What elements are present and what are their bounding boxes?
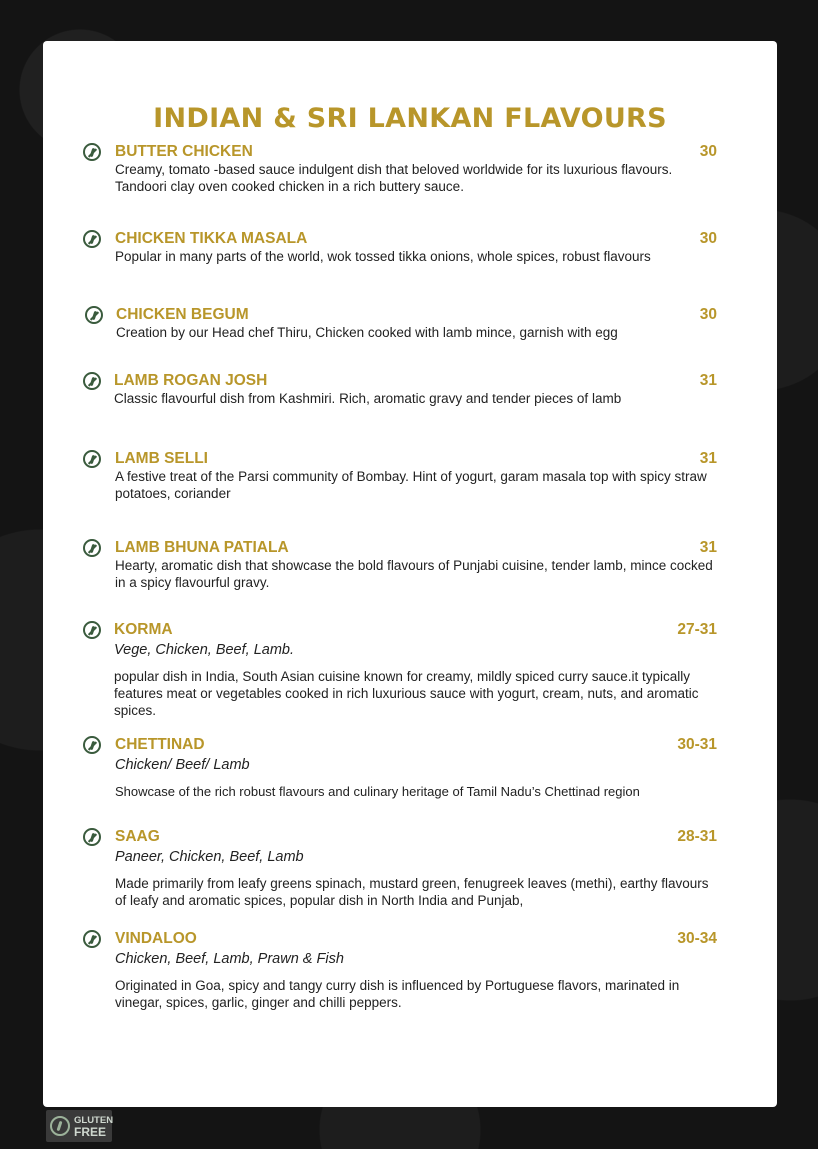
item-price: 30 bbox=[699, 230, 717, 247]
legend-line-1: GLUTEN bbox=[74, 1115, 114, 1126]
gluten-free-legend bbox=[46, 1110, 112, 1142]
item-name: LAMB BHUNA PATIALA bbox=[115, 539, 289, 556]
gluten-free-icon bbox=[83, 621, 101, 639]
item-name: VINDALOO bbox=[115, 930, 197, 947]
item-description: Popular in many parts of the world, wok tossed tikka onions, whole spices, robust flavours bbox=[115, 249, 651, 264]
legend-line-2: FREE bbox=[74, 1125, 107, 1139]
item-description: Creation by our Head chef Thiru, Chicken cooked with lamb mince, garnish with egg bbox=[116, 325, 618, 340]
item-price: 31 bbox=[699, 539, 717, 556]
item-description: popular dish in India, South Asian cuisine known for creamy, mildly spiced curry sauce.it typically features meat or vegetables cooked in rich luxurious sauce with yogurt, cream, nuts, and aromatic spices. bbox=[114, 669, 699, 718]
item-price: 28-31 bbox=[677, 828, 717, 845]
item-price: 30 bbox=[699, 306, 717, 323]
gluten-free-icon bbox=[83, 450, 101, 468]
item-name: LAMB ROGAN JOSH bbox=[114, 372, 268, 389]
item-price: 30-34 bbox=[677, 930, 717, 947]
item-price: 30 bbox=[699, 143, 717, 160]
item-name: KORMA bbox=[114, 621, 173, 638]
gluten-free-icon bbox=[50, 1116, 70, 1136]
item-variants: Paneer, Chicken, Beef, Lamb bbox=[115, 849, 304, 865]
item-description: Hearty, aromatic dish that showcase the bold flavours of Punjabi cuisine, tender lamb, mince cocked in a spicy flavourful gravy. bbox=[115, 558, 713, 590]
gluten-free-icon bbox=[83, 372, 101, 390]
gluten-free-icon bbox=[83, 736, 101, 754]
menu-title: INDIAN & SRI LANKAN FLAVOURS bbox=[153, 103, 667, 134]
item-price: 30-31 bbox=[677, 736, 717, 753]
legend-label bbox=[74, 1115, 114, 1139]
gluten-free-icon bbox=[83, 828, 101, 846]
item-description: Creamy, tomato -based sauce indulgent dish that beloved worldwide for its luxurious flavours. Tandoori clay oven cooked chicken in a rich buttery sauce. bbox=[115, 162, 673, 194]
item-name: BUTTER CHICKEN bbox=[115, 143, 253, 160]
item-description: Made primarily from leafy greens spinach, mustard green, fenugreek leaves (methi), earthy flavours of leafy and aromatic spices, popular dish in North India and Punjab, bbox=[115, 876, 709, 908]
item-price: 27-31 bbox=[677, 621, 717, 638]
item-price: 31 bbox=[699, 450, 717, 467]
item-variants: Vege, Chicken, Beef, Lamb. bbox=[114, 642, 295, 658]
gluten-free-icon bbox=[83, 539, 101, 557]
item-name: CHICKEN BEGUM bbox=[116, 306, 249, 323]
gluten-free-icon bbox=[83, 143, 101, 161]
item-variants: Chicken, Beef, Lamb, Prawn & Fish bbox=[115, 951, 344, 967]
item-description: Showcase of the rich robust flavours and culinary heritage of Tamil Nadu’s Chettinad region bbox=[115, 784, 640, 799]
item-name: LAMB SELLI bbox=[115, 450, 208, 467]
item-name: CHICKEN TIKKA MASALA bbox=[115, 230, 308, 247]
item-name: SAAG bbox=[115, 828, 160, 845]
item-variants: Chicken/ Beef/ Lamb bbox=[115, 757, 250, 773]
gluten-free-icon bbox=[83, 230, 101, 248]
item-description: Classic flavourful dish from Kashmiri. Rich, aromatic gravy and tender pieces of lamb bbox=[114, 391, 622, 406]
gluten-free-icon bbox=[85, 306, 103, 324]
item-description: A festive treat of the Parsi community of Bombay. Hint of yogurt, garam masala top with spicy straw potatoes, coriander bbox=[115, 469, 707, 501]
item-name: CHETTINAD bbox=[115, 736, 205, 753]
item-description: Originated in Goa, spicy and tangy curry dish is influenced by Portuguese flavors, marinated in vinegar, spices, garlic, ginger and chilli peppers. bbox=[115, 978, 680, 1010]
item-price: 31 bbox=[699, 372, 717, 389]
gluten-free-icon bbox=[83, 930, 101, 948]
